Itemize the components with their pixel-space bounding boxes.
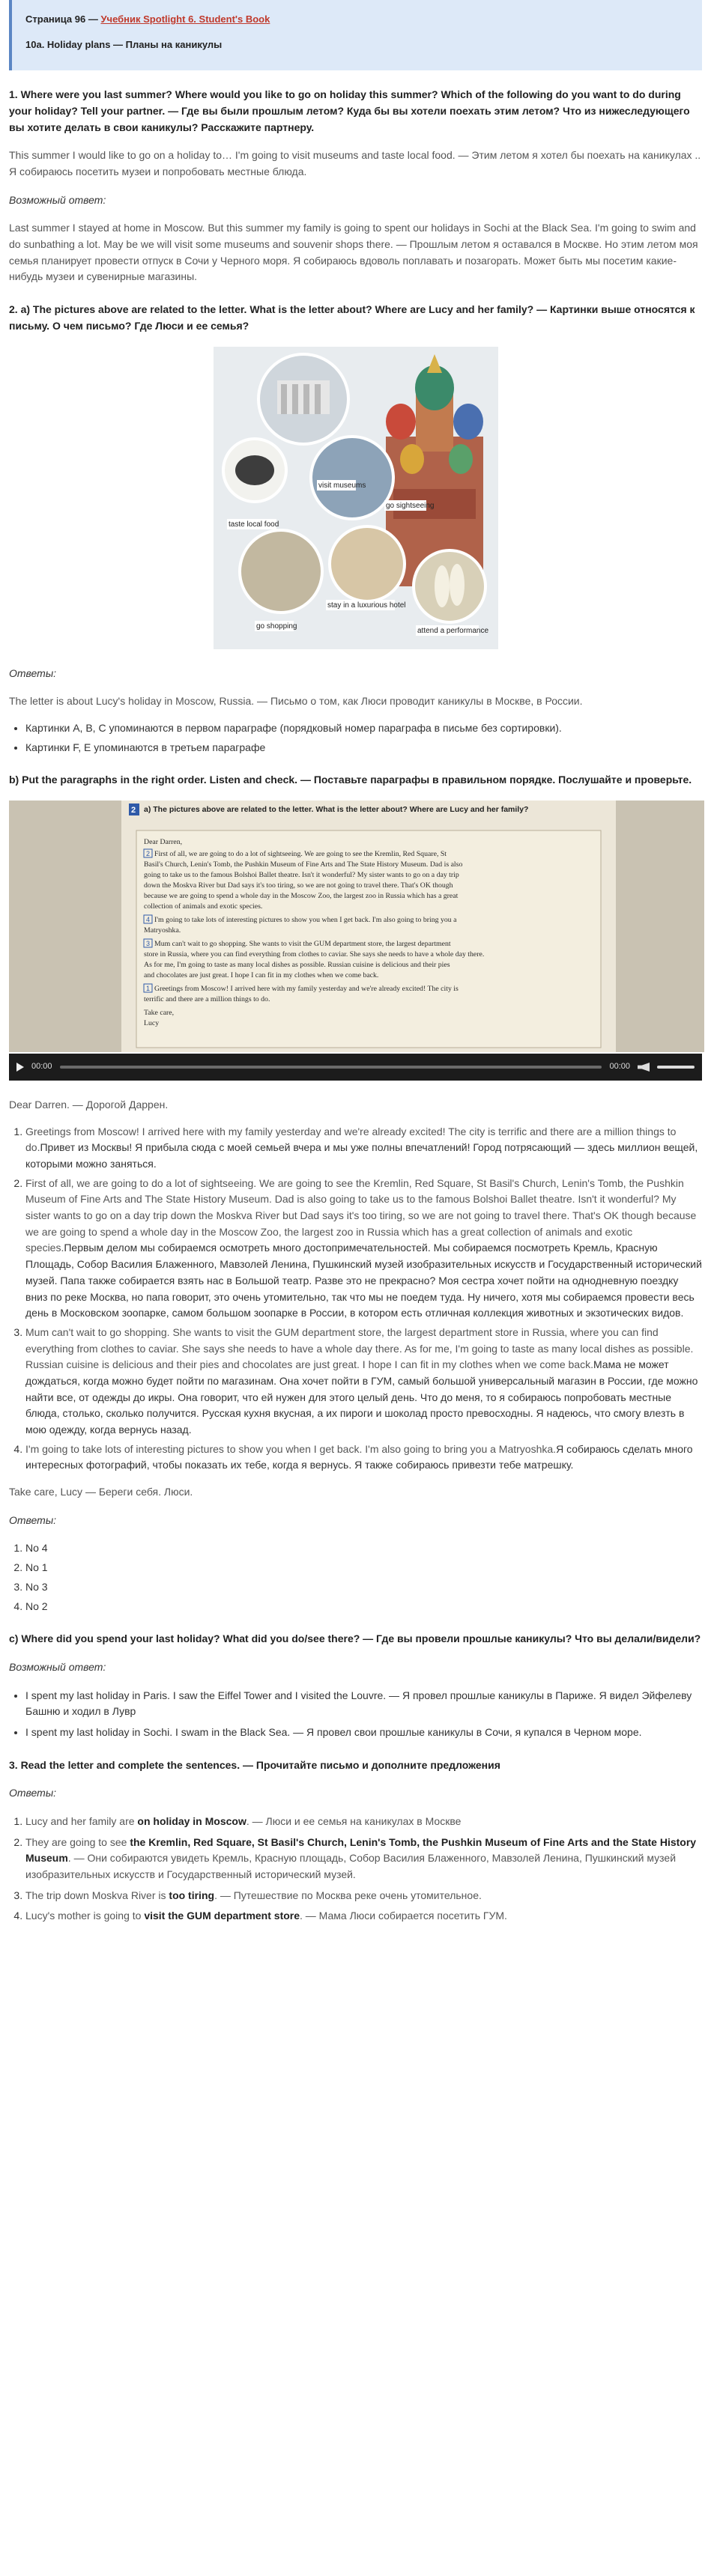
svg-text:terrific and there are a milli: terrific and there are a million things to do. <box>144 994 270 1003</box>
svg-text:2: 2 <box>146 849 151 857</box>
shopping-photo <box>240 530 322 613</box>
letter-greeting: Dear Darren. — Дорогой Даррен. <box>9 1098 169 1111</box>
list-item: 3. The trip down Moskva River is too tiring. — Путешествие по Москва реке очень утомительное. <box>25 1888 702 1904</box>
svg-text:Greetings from Moscow! I arriv: Greetings from Moscow! I arrived here with my family yesterday and we're already excited! The city is <box>154 984 459 993</box>
svg-text:store in Russia, where you can: store in Russia, where you can find everything from clothes to caviar. She says she needs to have a whole day there. <box>144 950 485 959</box>
list-item: 2. First of all, we are going to do a lot of sightseeing. We are going to see the Kremlin, Red Square, St Basil's Church, Lenin's Tomb, the Pushkin Museum of Fine Arts and The State History Museum. Dad is also going to take us to the famous Bolshoi Ballet theatre. Isn't it wonderful? My sister wants to go on a day trip down the Moskva River but Dad says it's too tiring, so we are not going to travel there. That's OK though because we are going to spend a whole day in the Moscow Zoo, the largest zoo in Russia which has a great collection of animals and exotic species.Первым делом мы собираемся осмотреть много достопримечательностей. Мы собираемся посмотреть Кремль, Красную Площадь, Собор Василия Блаженного, Мавзолей Ленина, Пушкинский музей изобразительных искусств и Государственный исторический музей. Папа также собирается взять нас в Большой театр. Разве это не прекрасно? Моя сестра хочет пойти на однодневную поездку вниз по реке Москва, но папа говорит, это очень утомительно, так что мы не поедем туда. Ну ничего, хотя мы собираемся провести весь день в Московском зоопарке, самом большом зоопарке в России, в котором есть отличная коллекция животных и экзотических видов. <box>25 1176 702 1322</box>
textbook-link[interactable]: Учебник Spotlight 6. Student's Book <box>100 13 270 25</box>
list-item: 4. No 2 <box>25 1599 702 1615</box>
page-number: Страница 96 — <box>25 13 101 25</box>
list-item: 4. Lucy's mother is going to visit the GUM department store. — Мама Люси собирается посетить ГУМ. <box>25 1908 702 1925</box>
audio-player <box>9 1054 702 1081</box>
play-icon[interactable] <box>16 1063 24 1072</box>
possible-answer-label-2c: Возможный ответ: <box>9 1660 106 1673</box>
picture-label-e: go shopping <box>255 622 297 631</box>
list-item: • I spent my last holiday in Sochi. I swam in the Black Sea. — Я провел свои прошлые каникулы в Сочи, я купался в Черном море. <box>25 1725 702 1741</box>
answers-label-2a: Ответы: <box>9 666 57 679</box>
question-2c: c) Where did you spend your last holiday? What did you do/see there? — Где вы провели прошлые каникулы? Что вы делали/видели? <box>9 1632 701 1645</box>
svg-text:Take care,: Take care, <box>144 1008 175 1017</box>
volume-slider[interactable] <box>657 1066 695 1069</box>
answer-2a: The letter is about Lucy's holiday in Moscow, Russia. — Письмо о том, как Люси проводит каникулы в Москве, в России. <box>9 695 583 708</box>
list-item: 3. Mum can't wait to go shopping. She wants to visit the GUM department store, the largest department store in Russia, where you can find everything from clothes to caviar. She says she needs to have a whole day there. As for me, I'm going to taste as many local dishes as possible. Russian cuisine is delicious and their pies and chocolates are just great. I hope I can fit in my clothes when we come back.Мама не может дождаться, когда можно будет пойти по магазинам. Она хочет пойти в ГУМ, самый большой универсальный магазин в России, где можно найти все, от одежды до икры. Она говорит, что ей нужен для этого целый день. Что до меня, то я собираюсь попробовать местные блюда, столько, сколько получится. Русская кухня вкусная, а их пироги и шоколад просто превосходны. Я надеюсь, что смогу влезть в мою одежду, когда вернусь назад. <box>25 1325 702 1439</box>
volume-icon[interactable] <box>638 1063 650 1072</box>
svg-text:going to take us to the famous: going to take us to the famous Bolshoi Ballet theatre. Isn't it wonderful? My sister wants to go on a day trip <box>144 870 459 879</box>
hotel-photo <box>330 526 405 601</box>
svg-text:collection of animals and exot: collection of animals and exotic species. <box>144 902 263 911</box>
picture-label-f: taste local food <box>228 520 279 529</box>
possible-answer-label: Возможный ответ: <box>9 193 106 206</box>
possible-answers-2c <box>9 1688 702 1741</box>
svg-text:Matryoshka.: Matryoshka. <box>144 926 181 935</box>
svg-text:because we are going to spend: because we are going to spend a whole day in the Moscow Zoo, the largest zoo in Russia which has a great <box>144 891 459 900</box>
svg-text:1: 1 <box>146 984 151 992</box>
svg-text:I'm going to take lots of inte: I'm going to take lots of interesting pictures to show you when I get back. I'm also going to bring you a <box>154 915 457 924</box>
answers-label-2b: Ответы: <box>9 1513 57 1526</box>
audio-progress-bar[interactable] <box>60 1066 602 1069</box>
audio-duration: 00:00 <box>609 1062 630 1072</box>
sightseeing-photo <box>311 437 393 519</box>
sentence-completion-list <box>9 1814 702 1925</box>
svg-text:Basil's Church, Lenin's Tomb,: Basil's Church, Lenin's Tomb, the Pushkin Museum of Fine Arts and The State History Museum. Dad is also <box>144 860 463 869</box>
picture-label-b: go sightseeing <box>385 501 434 510</box>
answers-label-3: Ответы: <box>9 1787 57 1799</box>
svg-text:Mum can't wait to go shopping.: Mum can't wait to go shopping. She wants to visit the GUM department store, the largest department <box>154 939 451 948</box>
page-breadcrumb <box>25 12 689 27</box>
picture-notes-list <box>9 720 702 756</box>
unit-title: 10a. Holiday plans — Планы на каникулы <box>25 39 223 51</box>
list-item: 1. Lucy and her family are on holiday in Moscow. — Люси и ее семья на каникулах в Москве <box>25 1814 702 1830</box>
header-box <box>9 0 702 70</box>
list-item: • Картинки F, E упоминаются в третьем параграфе <box>25 740 702 756</box>
svg-text:2: 2 <box>131 805 136 815</box>
picture-label-d: stay in a luxurious hotel <box>327 601 406 610</box>
textbook-letter-scan <box>9 801 704 1052</box>
possible-answer: Last summer I stayed at home in Moscow. But this summer my family is going to spent our holidays in Sochi at the Black Sea. I'm going to swim and do sunbathing a lot. May be we will visit some museums and souvenir shops there. — Прошлым летом я оставался в Москве. Но этим летом моя семья планирует провести отпуск в Сочи у Черного моря. Я собираюсь вдоволь поплавать и позагорать. Может быть мы посетим какие-нибудь музеи и сувенирные магазины. <box>9 222 698 283</box>
list-item: • I spent my last holiday in Paris. I saw the Eiffel Tower and I visited the Louvre. — Я провел прошлые каникулы в Париже. Я видел Эйфелеву Башню и ходил в Лувр <box>25 1688 702 1720</box>
svg-text:a) The pictures above are rela: a) The pictures above are related to the letter. What is the letter about? Where are Lucy and her family? <box>144 804 529 814</box>
picture-label-a: visit museums <box>318 481 366 490</box>
audio-current-time: 00:00 <box>31 1062 52 1072</box>
list-item: 3. No 3 <box>25 1579 702 1596</box>
question-3: 3. Read the letter and complete the sentences. — Прочитайте письмо и дополните предложения <box>9 1758 500 1771</box>
svg-text:and chocolates are just great.: and chocolates are just great. I hope I can fit in my clothes when we come back. <box>144 970 379 979</box>
paragraph-order-list <box>9 1540 702 1614</box>
question-2b: b) Put the paragraphs in the right order. Listen and check. — Поставьте параграфы в правильном порядке. Послушайте и проверьте. <box>9 774 692 786</box>
svg-text:4: 4 <box>146 915 151 923</box>
holiday-pictures-figure <box>214 347 498 649</box>
question-2a: 2. a) The pictures above are related to the letter. What is the letter about? Where are Lucy and her family? — Картинки выше относятся к письму. О чем письмо? Где Люси и ее семья? <box>9 303 695 332</box>
list-item: • Картинки A, B, C упоминаются в первом параграфе (порядковый номер параграфа в письме без сортировки). <box>25 720 702 737</box>
question-1: 1. Where were you last summer? Where would you like to go on holiday this summer? Which of the following do you want to do during your holiday? Tell your partner. — Где вы были прошлым летом? Куда бы вы хотели поехать этим летом? Что из нижеследующего вы хотите делать в свои каникулы? Расскажите партнеру. <box>9 88 690 133</box>
list-item: 1. No 4 <box>25 1540 702 1557</box>
svg-text:First of all, we are going to: First of all, we are going to do a lot of sightseeing. We are going to see the Kremlin, Red Square, St <box>154 849 447 858</box>
answer-template: This summer I would like to go on a holiday to… I'm going to visit museums and taste local food. — Этим летом я хотел бы поехать на каникулах .. Я собираюсь посетить музеи и попробовать местные блюда. <box>9 149 701 178</box>
svg-text:Dear Darren,: Dear Darren, <box>144 837 183 846</box>
list-item: 2. They are going to see the Kremlin, Red Square, St Basil's Church, Lenin's Tomb, the Pushkin Museum of Fine Arts and the State History Museum. — Они собираются увидеть Кремль, Красную площадь, Собор Василия Блаженного, Мавзолей Ленина, Пушкинский музей изобразительных искусств и Государственный исторический музей. <box>25 1835 702 1883</box>
letter-closing: Take care, Lucy — Береги себя. Люси. <box>9 1486 193 1498</box>
list-item: 4. I'm going to take lots of interesting pictures to show you when I get back. I'm also going to bring you a Matryoshka.Я собираюсь сделать много интересных фотографий, чтобы показать их тебе, когда я вернусь. Я также собираюсь привезти тебе матрешку. <box>25 1442 702 1474</box>
list-item: 2. No 1 <box>25 1560 702 1576</box>
svg-text:down the Moskva River but Dad: down the Moskva River but Dad says it's too tiring, so we are not going to travel there. That's OK though <box>144 881 453 890</box>
picture-label-c: attend a performance <box>417 626 488 635</box>
list-item: 1. Greetings from Moscow! I arrived here with my family yesterday and we're already excited! The city is terrific and there are a million things to do.Привет из Москвы! Я прибыла сюда с моей семьей вчера и мы уже полны впечатлений! Город потрясающий — здесь миллион вещей, которыми можно заняться. <box>25 1124 702 1173</box>
svg-text:Lucy: Lucy <box>144 1018 160 1027</box>
svg-text:3: 3 <box>146 939 151 947</box>
svg-text:As for me, I'm going to taste: As for me, I'm going to taste as many local dishes as possible. Russian cuisine is delicious and their pies <box>144 960 450 969</box>
letter-paragraphs <box>9 1124 702 1474</box>
